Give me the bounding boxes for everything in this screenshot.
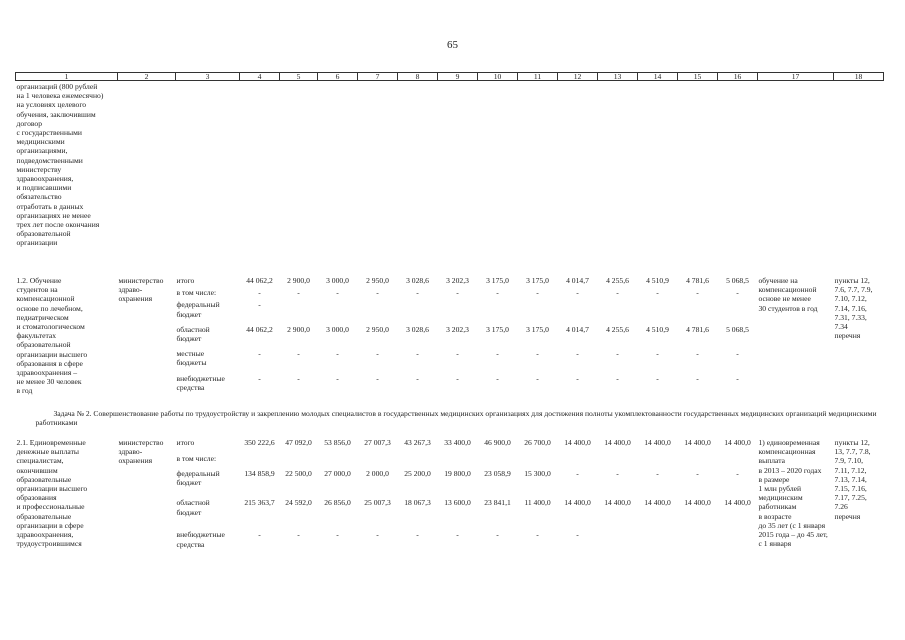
funding-value: 25 200,0 (404, 468, 431, 478)
funding-value: 14 400,0 (644, 438, 671, 447)
funding-value: 215 363,7 (244, 498, 275, 508)
funding-value: - (416, 530, 419, 540)
header-col-8: 8 (398, 73, 438, 81)
funding-value: - (376, 349, 379, 359)
program-table (15, 72, 884, 560)
funding-value: 13 600,0 (444, 498, 471, 508)
funding-value: - (616, 349, 619, 359)
funding-value: - (696, 288, 699, 298)
header-col-9: 9 (438, 73, 478, 81)
funding-value: - (376, 288, 379, 298)
funding-value: - (336, 373, 339, 383)
funding-value: 3 175,0 (486, 324, 509, 334)
funding-value: - (297, 349, 300, 359)
funding-value: - (258, 288, 261, 298)
funding-value: - (616, 288, 619, 298)
funding-value (318, 454, 358, 469)
funding-value (358, 300, 398, 324)
funding-value: 23 841,1 (484, 498, 511, 508)
funding-value: - (456, 530, 459, 540)
funding-value: - (376, 373, 379, 383)
funding-value: - (576, 373, 579, 383)
funding-value: - (258, 349, 261, 359)
header-col-10: 10 (478, 73, 518, 81)
header-col-7: 7 (358, 73, 398, 81)
funding-value: 14 400,0 (604, 438, 631, 447)
funding-value (398, 454, 438, 469)
funding-value: 11 400,0 (524, 498, 551, 508)
funding-source-label: внебюджетные средства (176, 530, 225, 549)
empty-cell (834, 81, 884, 271)
item-description: 2.1. Единовременные денежные выплаты специалистам, окончившим образовательные организации высшего образования и профессиональные образовательные организации в сфере здравоохранения, трудоустроившимся (16, 438, 88, 549)
funding-value (638, 300, 678, 324)
table-row (16, 276, 884, 288)
funding-value: - (496, 530, 499, 540)
funding-value: 14 400,0 (564, 498, 591, 508)
item-description: 1.2. Обучение студентов на компенсационной основе по лечебном, педиатрическом и стоматологическом факультетах образовательной организации высшего образования в сфере здравоохранения – не менее 30 человек в год (16, 276, 88, 396)
header-col-6: 6 (318, 73, 358, 81)
empty-cell (176, 81, 240, 271)
funding-value: - (416, 288, 419, 298)
funding-value: - (536, 373, 539, 383)
funding-value: - (656, 288, 659, 298)
funding-value: 4 510,9 (646, 276, 669, 285)
funding-source-label: областной бюджет (176, 324, 210, 343)
funding-value (280, 300, 318, 324)
funding-value (438, 454, 478, 469)
funding-source-label: внебюджетные средства (176, 373, 225, 392)
funding-value (240, 454, 280, 469)
funding-value: 26 700,0 (524, 438, 551, 447)
funding-value: 4 255,6 (606, 324, 629, 334)
funding-value: - (576, 468, 579, 478)
funding-value: 2 000,0 (366, 468, 389, 478)
header-col-1: 1 (16, 73, 118, 81)
funding-source-label: в том числе: (176, 454, 217, 464)
funding-value: - (616, 468, 619, 478)
header-col-3: 3 (176, 73, 240, 81)
item-description: организаций (800 рублей на 1 человека ежемесячно) на условиях целевого обучения, заключившим договор с государственными медицинскими организациями, подведомственными министерству здравоохранения, и подписавшими обязательство отработать в данных организациях не менее трех лет после окончания образовательной организации (16, 82, 104, 248)
reference-points: пункты 12, 13, 7.7, 7.8, 7.9, 7.10, 7.11, 7.12, 7.13, 7.14, 7.15, 7.16, 7.17, 7.25, 7.26 перечня (834, 438, 871, 521)
funding-value: - (258, 530, 261, 540)
table-row (16, 81, 884, 271)
funding-value: 4 781,6 (686, 324, 709, 334)
empty-cell (558, 81, 598, 271)
funding-source-label: областной бюджет (176, 498, 210, 517)
header-col-15: 15 (678, 73, 718, 81)
funding-value: 15 300,0 (524, 468, 551, 478)
funding-value: - (736, 468, 739, 478)
header-col-12: 12 (558, 73, 598, 81)
funding-value (558, 454, 598, 469)
funding-value: 3 028,6 (406, 324, 429, 334)
funding-value: 4 255,6 (606, 276, 629, 285)
funding-value (518, 300, 558, 324)
funding-value: - (656, 349, 659, 359)
funding-value: - (258, 300, 261, 310)
funding-value: 5 068,5 (726, 324, 749, 334)
task-heading: Задача № 2. Совершенствование работы по трудоустройству и закреплению молодых специалистов в государственных медицинских организациях для достижения полноты укомплектованности государственных медицинских организаций медицинскими работниками (35, 408, 877, 427)
funding-value: 2 950,0 (366, 324, 389, 334)
expected-result: 1) единовременная компенсационная выплата в 2013 – 2020 годах в размере 1 млн рублей медицинским работникам в возрасте до 35 лет (с 1 января 2015 года – до 45 лет, с 1 января (758, 438, 828, 549)
funding-value (598, 530, 638, 560)
funding-value: 27 007,3 (364, 438, 391, 447)
funding-value: - (696, 349, 699, 359)
funding-value: - (736, 288, 739, 298)
funding-value: 22 500,0 (285, 468, 312, 478)
funding-source-label: в том числе: (176, 288, 217, 298)
empty-cell (118, 81, 176, 271)
funding-value: - (297, 530, 300, 540)
funding-value: 25 007,3 (364, 498, 391, 508)
funding-value: 4 014,7 (566, 276, 589, 285)
funding-value: 3 175,0 (486, 276, 509, 285)
funding-value: 3 202,3 (446, 324, 469, 334)
funding-source-label: федеральный бюджет (176, 300, 220, 319)
funding-value (358, 454, 398, 469)
empty-cell (438, 81, 478, 271)
funding-source-label: итого (176, 276, 195, 285)
funding-value: - (696, 468, 699, 478)
table-row (16, 438, 884, 454)
funding-value (398, 300, 438, 324)
funding-value (518, 454, 558, 469)
funding-value: 44 062,2 (246, 324, 273, 334)
empty-cell (358, 81, 398, 271)
funding-value: 3 028,6 (406, 276, 429, 285)
header-col-18: 18 (834, 73, 884, 81)
funding-value (438, 300, 478, 324)
funding-value: 26 856,0 (324, 498, 351, 508)
empty-cell (758, 81, 834, 271)
funding-value (598, 454, 638, 469)
empty-cell (638, 81, 678, 271)
funding-value: 24 592,0 (285, 498, 312, 508)
empty-cell (598, 81, 638, 271)
reference-points: пункты 12, 7.6, 7.7, 7.9, 7.10, 7.12, 7.14, 7.16, 7.31, 7.33, 7.34 перечня (834, 276, 873, 341)
funding-value: - (297, 373, 300, 383)
funding-value (718, 454, 758, 469)
header-col-17: 17 (758, 73, 834, 81)
funding-value: - (496, 373, 499, 383)
funding-value: - (576, 349, 579, 359)
funding-value: - (336, 288, 339, 298)
funding-value: - (336, 349, 339, 359)
executor: министерство здраво- охранения (118, 276, 164, 304)
funding-value: - (456, 288, 459, 298)
funding-value: 33 400,0 (444, 438, 471, 447)
funding-value: 27 000,0 (324, 468, 351, 478)
funding-value (678, 300, 718, 324)
funding-value: - (536, 349, 539, 359)
funding-value: - (376, 530, 379, 540)
funding-value: - (536, 288, 539, 298)
funding-value: - (656, 373, 659, 383)
expected-result: обучение на компенсационной основе не менее 30 студентов в год (758, 276, 818, 313)
header-col-5: 5 (280, 73, 318, 81)
header-col-4: 4 (240, 73, 280, 81)
funding-value: 3 175,0 (526, 324, 549, 334)
funding-value: - (576, 530, 579, 540)
funding-value: - (456, 373, 459, 383)
funding-value: - (736, 373, 739, 383)
empty-cell (678, 81, 718, 271)
funding-value: - (297, 288, 300, 298)
funding-value: 14 400,0 (724, 498, 751, 508)
funding-source-label: итого (176, 438, 195, 447)
funding-value: - (536, 530, 539, 540)
funding-value: - (416, 349, 419, 359)
header-col-14: 14 (638, 73, 678, 81)
funding-value: - (416, 373, 419, 383)
empty-cell (240, 81, 280, 271)
funding-value (678, 454, 718, 469)
funding-source-label: местные бюджеты (176, 349, 207, 368)
funding-value: 134 858,9 (244, 468, 275, 478)
empty-cell (518, 81, 558, 271)
funding-value (638, 530, 678, 560)
funding-value (598, 300, 638, 324)
funding-value: 14 400,0 (724, 438, 751, 447)
funding-value: 4 014,7 (566, 324, 589, 334)
empty-cell (280, 81, 318, 271)
page-number: 65 (447, 39, 458, 51)
funding-value: - (696, 373, 699, 383)
funding-value (678, 530, 718, 560)
funding-value: 4 510,9 (646, 324, 669, 334)
funding-value: 3 000,0 (326, 324, 349, 334)
funding-value: 14 400,0 (604, 498, 631, 508)
funding-value: - (616, 373, 619, 383)
funding-value: 44 062,2 (246, 276, 273, 285)
funding-value: 4 781,6 (686, 276, 709, 285)
funding-value: 2 950,0 (366, 276, 389, 285)
funding-value: 43 267,3 (404, 438, 431, 447)
header-col-16: 16 (718, 73, 758, 81)
funding-value (478, 300, 518, 324)
funding-value (638, 454, 678, 469)
funding-value: 3 202,3 (446, 276, 469, 285)
funding-value: 3 175,0 (526, 276, 549, 285)
funding-value: 19 800,0 (444, 468, 471, 478)
header-col-13: 13 (598, 73, 638, 81)
executor: министерство здраво- охранения (118, 438, 164, 466)
header-col-11: 11 (518, 73, 558, 81)
empty-cell (398, 81, 438, 271)
funding-value: - (496, 288, 499, 298)
task-heading-row (16, 398, 884, 438)
empty-cell (478, 81, 518, 271)
funding-value (558, 300, 598, 324)
funding-value: 14 400,0 (684, 438, 711, 447)
funding-value: 53 856,0 (324, 438, 351, 447)
funding-value: 18 067,3 (404, 498, 431, 508)
funding-value: - (258, 373, 261, 383)
funding-value: 14 400,0 (564, 438, 591, 447)
funding-source-label: федеральный бюджет (176, 468, 220, 488)
funding-value: 5 068,5 (726, 276, 749, 285)
funding-value: 2 900,0 (287, 276, 310, 285)
column-number-header (16, 73, 884, 81)
funding-value: 23 058,9 (484, 468, 511, 478)
header-col-2: 2 (118, 73, 176, 81)
empty-cell (318, 81, 358, 271)
funding-value (718, 530, 758, 560)
funding-value: - (456, 349, 459, 359)
funding-value: - (656, 468, 659, 478)
funding-value: 47 092,0 (285, 438, 312, 447)
funding-value: - (736, 349, 739, 359)
funding-value: - (496, 349, 499, 359)
funding-value: 2 900,0 (287, 324, 310, 334)
funding-value: 46 900,0 (484, 438, 511, 447)
funding-value (478, 454, 518, 469)
funding-value: 14 400,0 (684, 498, 711, 508)
funding-value: 350 222,6 (244, 438, 275, 447)
funding-value: - (576, 288, 579, 298)
funding-value: - (336, 530, 339, 540)
funding-value (318, 300, 358, 324)
funding-value (280, 454, 318, 469)
empty-cell (718, 81, 758, 271)
funding-value: 3 000,0 (326, 276, 349, 285)
funding-value (718, 300, 758, 324)
funding-value: 14 400,0 (644, 498, 671, 508)
